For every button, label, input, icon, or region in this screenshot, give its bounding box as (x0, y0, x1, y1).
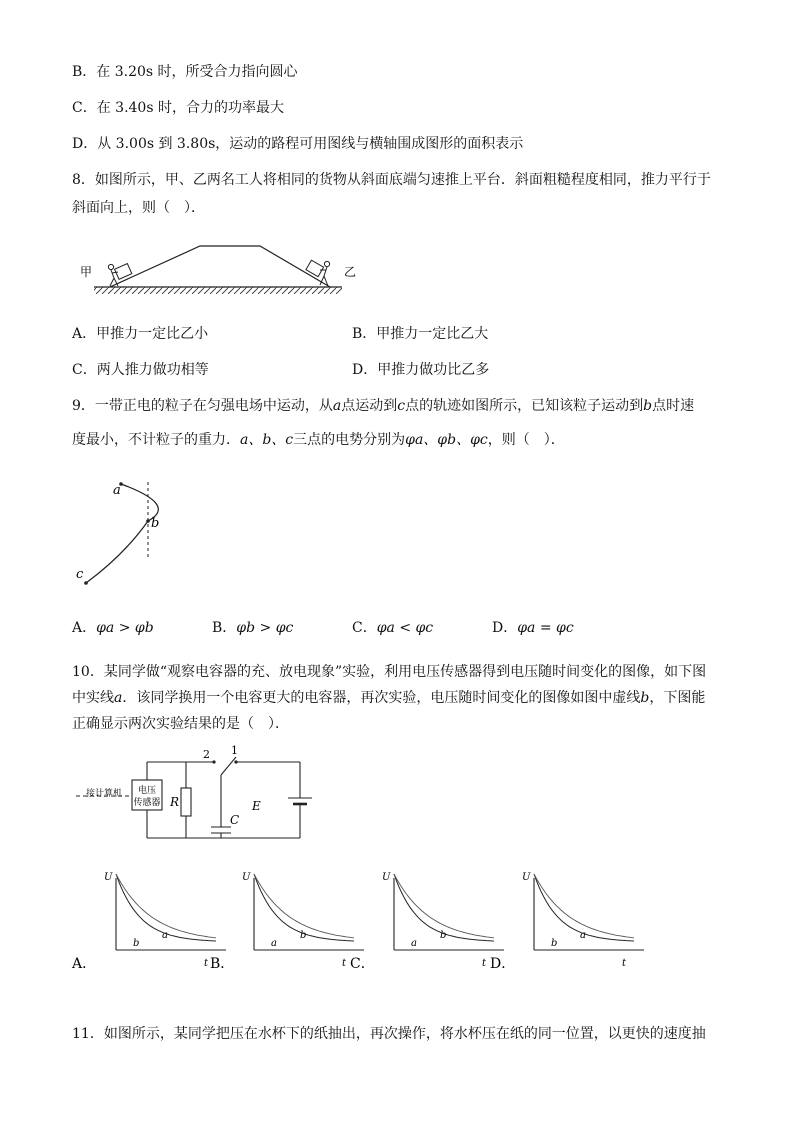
label-c: c (76, 567, 84, 582)
q9-stem-line1: 9．一带正电的粒子在匀强电场中运动，从a点运动到c点的轨迹如图所示，已知该粒子运动到b点时速 (72, 398, 695, 414)
q7-option-d: D．从 3.00s 到 3.80s，运动的路程可用图线与横轴围成图形的面积表示 (72, 136, 524, 152)
capacitor-label: C (230, 813, 240, 827)
q9-option-d: D．φa = φc (492, 620, 574, 636)
t-axis-label: t (482, 958, 487, 969)
curve-upper-label: b (440, 930, 447, 941)
q10-stem-line2: 中实线a．该同学换用一个电容更大的电容器，再次实验，电压随时间变化的图像如图中虚线b，下图能 (72, 690, 706, 706)
option-label: B． (210, 956, 235, 972)
switch-label-2: 2 (203, 748, 210, 761)
label-a: a (113, 483, 121, 498)
curve-upper-label: a (162, 930, 168, 941)
q10-stem-line1: 10．某同学做“观察电容器的充、放电现象”实验，利用电压传感器得到电压随时间变化的图像，如下图 (72, 664, 707, 680)
worker-right-label: 乙 (344, 265, 357, 279)
u-axis-label: U (382, 872, 391, 883)
t-axis-label: t (204, 958, 209, 969)
q9-option-a: A．φa > φb (72, 620, 154, 636)
curve-upper-label: b (300, 930, 307, 941)
q9-stem-line2: 度最小，不计粒子的重力．a、b、c三点的电势分别为φa、φb、φc，则（ ）． (72, 432, 565, 448)
q7-option-b: B．在 3.20s 时，所受合力指向圆心 (72, 64, 298, 80)
u-axis-label: U (522, 872, 531, 883)
sensor-label-line2: 传感器 (133, 798, 161, 808)
q8-option-c: C．两人推力做功相等 (72, 362, 209, 378)
q11-stem-line1: 11．如图所示，某同学把压在水杯下的纸抽出，再次操作，将水杯压在纸的同一位置，以更快的速度抽 (72, 1026, 706, 1042)
q7-option-c: C．在 3.40s 时，合力的功率最大 (72, 100, 284, 116)
q9-option-b: B．φb > φc (212, 620, 294, 636)
q9-option-c: C．φa < φc (352, 620, 434, 636)
option-label: A． (72, 956, 97, 972)
label-b: b (151, 516, 160, 531)
t-axis-label: t (622, 958, 627, 969)
q8-option-a: A．甲推力一定比乙小 (72, 326, 209, 342)
resistor-label: R (170, 795, 180, 809)
u-axis-label: U (242, 872, 251, 883)
q8-stem-line2: 斜面向上，则（ ）． (72, 200, 205, 216)
u-axis-label: U (104, 872, 113, 883)
computer-label: 接计算机 (86, 789, 123, 799)
curve-lower-label: b (133, 938, 140, 949)
q8-option-b: B．甲推力一定比乙大 (352, 326, 489, 342)
q8-stem-line1: 8．如图所示，甲、乙两名工人将相同的货物从斜面底端匀速推上平台．斜面粗糙程度相同，推力平行于 (72, 172, 711, 188)
option-label: C． (350, 956, 375, 972)
curve-lower-label: b (551, 938, 558, 949)
sensor-label-line1: 电压 (137, 786, 157, 796)
curve-lower-label: a (411, 938, 417, 949)
t-axis-label: t (342, 958, 347, 969)
battery-label: E (252, 799, 261, 813)
q8-option-d: D．甲推力做功比乙多 (352, 362, 490, 378)
curve-lower-label: a (271, 938, 277, 949)
worker-left-label: 甲 (80, 265, 93, 279)
curve-upper-label: a (580, 930, 586, 941)
option-label: D． (490, 956, 516, 972)
switch-label-1: 1 (231, 744, 238, 757)
q10-stem-line3: 正确显示两次实验结果的是（ ）． (72, 716, 289, 732)
